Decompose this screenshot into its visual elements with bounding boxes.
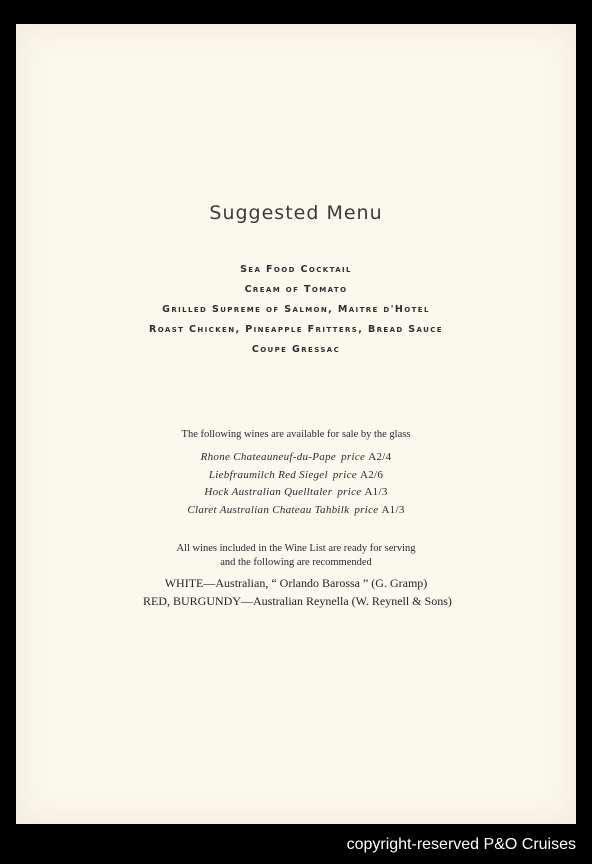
course-item: Roast Chicken, Pineapple Fritters, Bread Sauce (149, 324, 443, 335)
wine-note-line: and the following are recommended (220, 557, 372, 568)
course-item: Coupe Gressac (251, 344, 341, 355)
course-list (16, 260, 576, 360)
course-item: Cream of Tomato (244, 284, 348, 295)
wine-intro: The following wines are available for sale by the glass (181, 429, 411, 440)
wine-note (16, 542, 576, 570)
wine-item (16, 484, 576, 502)
wine-price-label: price (337, 486, 362, 498)
menu-page (16, 24, 576, 824)
wine-item (16, 449, 576, 467)
wine-price: A1/3 (364, 486, 388, 498)
wine-name: Liebfraumilch Red Siegel (208, 468, 328, 481)
wine-price-label: price (332, 468, 357, 481)
wine-name: Claret Australian Chateau Tahbilk (187, 503, 350, 516)
copyright-caption: copyright-reserved P&O Cruises (346, 836, 576, 853)
menu-title: Suggested Menu (209, 202, 383, 224)
course-item: Grilled Supreme of Salmon, Maitre d'Hotel (162, 304, 430, 315)
wine-note-line: All wines included in the Wine List are ready for serving (176, 543, 416, 554)
wine-item (16, 467, 576, 485)
wine-price: A2/4 (368, 451, 392, 463)
wine-price-label: price (341, 451, 366, 463)
wine-name: Hock Australian Quelltaler (204, 486, 333, 498)
wine-price-label: price (354, 503, 379, 516)
wine-list (16, 449, 576, 519)
wine-price: A2/6 (359, 468, 384, 481)
wine-price: A1/3 (381, 503, 405, 516)
recommend-red: RED, BURGUNDY—Australian Reynella (W. Reynell & Sons) (143, 594, 452, 608)
wine-name: Rhone Chateauneuf-du-Pape (200, 451, 337, 463)
wine-item (16, 502, 576, 520)
recommend-white: WHITE—Australian, “ Orlando Barossa ” (G. Gramp) (164, 576, 428, 590)
course-item: Sea Food Cocktail (240, 264, 352, 275)
